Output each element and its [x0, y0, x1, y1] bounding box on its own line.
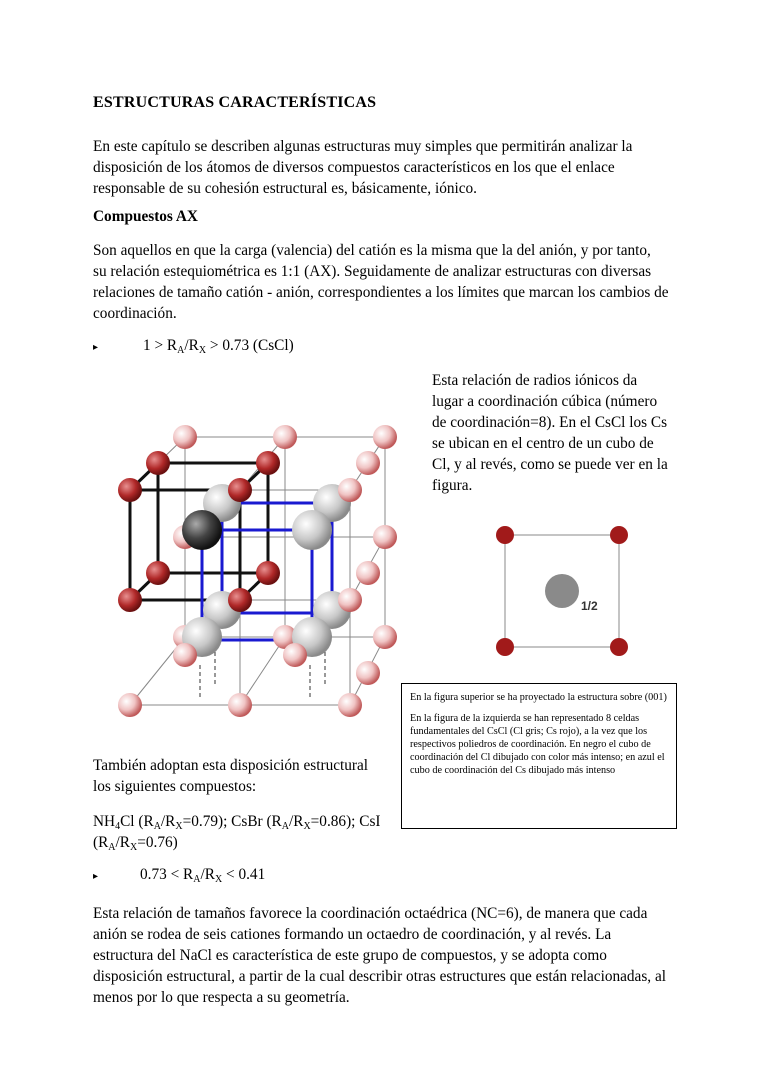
ax-paragraph	[93, 240, 693, 324]
also-adopt-text: También adoptan esta disposición estructural los siguientes compuestos:	[93, 757, 369, 795]
compounds-list: $NH_4Cl$ $(R_A/R_X=0.79)$; CsBr $(R_A/R_X=0.86)$; CsI $(R_A/R_X=0.76)$	[93, 813, 381, 853]
projection-height-label: 1/2	[581, 599, 598, 613]
octahedral-paragraph: Esta relación de tamaños favorece la coordinación octaédrica (NC=6), de manera que cada anión se rodea de seis cationes formando un octaedro de coordinación, y al revés. La estructura del NaCl es característica de este grupo de compuestos, y se adopta como disposición estructural, a partir de la cual describir otras estructures que están relacionadas, al menos por lo que respecta a su geometría.	[93, 905, 666, 1006]
ax-line: coordinación.	[93, 305, 177, 322]
cs-corner-atom	[610, 638, 628, 656]
radius-condition-cscl: $1 > R_A/R_X > 0.73$ (CsCl)	[143, 337, 294, 356]
coordination-description: Esta relación de radios iónicos da lugar a coordinación cúbica (número de coordinación=8). En el CsCl los Cs se ubican en el centro de un cubo de Cl, y al revés, como se puede ver en la figura.	[432, 372, 668, 494]
intro-paragraph	[93, 136, 693, 199]
intro-line: disposición de los átomos de diversos compuestos característicos en los que el enlace	[93, 159, 615, 176]
cs-corner-atom	[496, 526, 514, 544]
caption-paragraph: En la figura superior se ha proyectado la estructura sobre (001)	[410, 692, 667, 703]
intro-line: responsable de su cohesión estructural es, básicamente, iónico.	[93, 180, 477, 197]
bullet-marker: ▸	[93, 342, 99, 353]
intro-line: En este capítulo se describen algunas estructuras muy simples que permitirán analizar la	[93, 138, 633, 155]
section-heading-ax: Compuestos AX	[93, 208, 198, 225]
bullet-marker: ▸	[93, 871, 99, 882]
cl-center-atom	[545, 574, 579, 608]
projection-001-figure	[485, 520, 635, 660]
cs-corner-atom	[610, 526, 628, 544]
ax-line: Son aquellos en que la carga (valencia) del catión es la misma que la del anión, y por tanto,	[93, 242, 651, 259]
ax-line: relaciones de tamaño catión - anión, correspondientes a los límites que marcan los cambios de	[93, 284, 669, 301]
radius-condition-nacl: $0.73 < R_A/R_X < 0.41$	[140, 866, 266, 885]
ax-line: su relación estequiométrica es 1:1 (AX). Seguidamente de analizar estructuras con diversas	[93, 263, 652, 280]
page-title: ESTRUCTURAS CARACTERÍSTICAS	[93, 94, 377, 111]
cs-corner-atom	[496, 638, 514, 656]
cscl-crystal-figure	[110, 415, 410, 730]
caption-paragraph: En la figura de la izquierda se han representado 8 celdas fundamentales del CsCl (Cl gris; Cs rojo), a la vez que los respectivos poliedros de coordinación. En negro el cubo de coordinación del Cl dibujado con color más intenso; en azul el cubo de coordinación del Cs dibujado más intenso	[410, 713, 665, 776]
figure-caption-box	[401, 683, 677, 829]
